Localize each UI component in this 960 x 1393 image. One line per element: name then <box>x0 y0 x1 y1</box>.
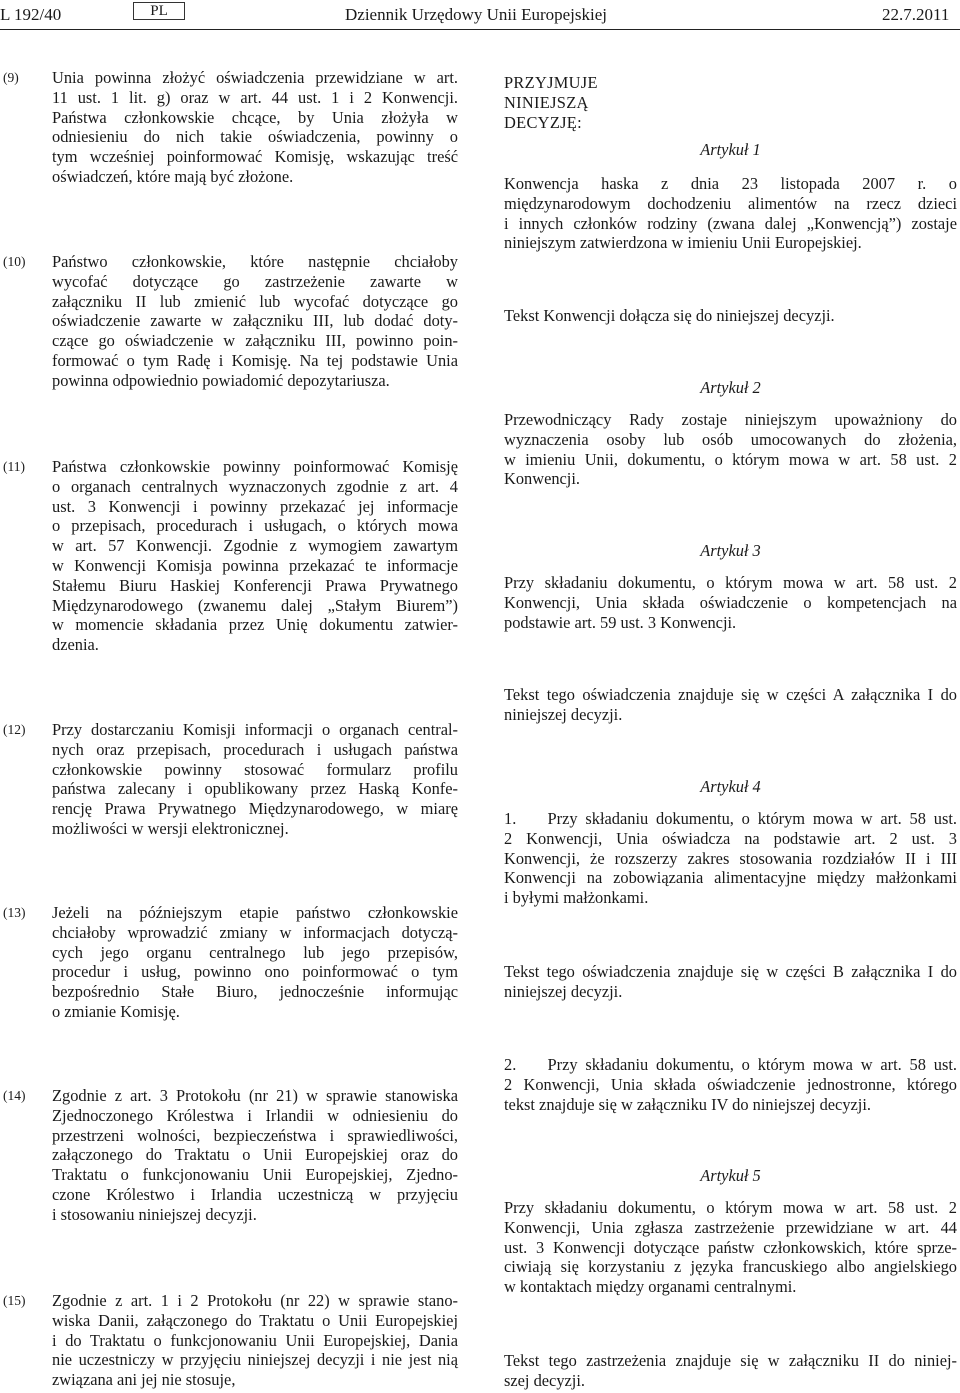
text-line: możliwości w wersji elektronicznej. <box>52 818 289 838</box>
publication-date: 22.7.2011 <box>882 5 950 24</box>
article-3-paragraph-1 <box>504 573 957 632</box>
text-line: procedur i usług, powinno ono poinformować o tym <box>52 962 458 982</box>
text-line: w imieniu Unii, dokumentu, o którym mowa w art. 58 ust. 2 <box>504 449 957 469</box>
article-5-heading: Artykuł 5 <box>700 1166 761 1185</box>
article-5-paragraph-2 <box>504 1351 957 1391</box>
text-line: w Konwencji Komisja powinna przekazać te informacje <box>52 555 458 575</box>
text-line: Konwencji, Unia składa oświadczenie o kompetencjach na <box>504 592 957 612</box>
recital-number: (15) <box>3 1293 26 1308</box>
text-line: odniesieniu do nich takie oświadczenia, powinny o <box>52 127 458 147</box>
recital-number: (12) <box>3 722 26 737</box>
text-line: Zjednoczonego Królestwa i Irlandii w odniesieniu do <box>52 1105 458 1125</box>
text-line: 2. Przy składaniu dokumentu, o którym mowa w art. 58 ust. <box>504 1055 957 1074</box>
text-line: tym wcześniej poinformować Komisję, wskazując treść <box>52 147 458 167</box>
article-1-paragraph-2 <box>504 306 957 326</box>
recital-text <box>52 1291 458 1390</box>
text-line: Tekst tego oświadczenia znajduje się w części B załącznika I do <box>504 962 957 981</box>
text-line: Konwencji. <box>504 469 581 489</box>
text-line: Konwencji, Unia zgłasza zastrzeżenie przewidziane w art. 44 <box>504 1217 957 1237</box>
text-line: i do Traktatu o funkcjonowaniu Unii Europejskiej, Dania <box>52 1330 458 1350</box>
recital-number: (13) <box>3 905 26 920</box>
text-line: Zgodnie z art. 3 Protokołu (nr 21) w sprawie stanowiska <box>52 1086 458 1105</box>
text-line: Unia powinna złożyć oświadczenia przewidziane w art. <box>52 68 458 87</box>
recital-text <box>52 903 458 1022</box>
text-line: czące go oświadczenie w załączniku III, powinno poin- <box>52 331 458 351</box>
text-line: Konwencji, że rozszerzy zakres stosowania rozdziałów II i III <box>504 848 957 868</box>
text-line: czone Królestwo i Irlandia uczestniczą w przyjęciu <box>52 1184 458 1204</box>
text-line: cych jego organu centralnego lub jego przepisów, <box>52 942 458 962</box>
text-line: w momencie składania przez Unię dokumentu zatwier- <box>52 615 458 635</box>
recital-number: (11) <box>3 459 25 474</box>
text-line: 11 ust. 1 lit. g) oraz w art. 44 ust. 1 i 2 Konwencji. <box>52 87 458 107</box>
recital-number: (14) <box>3 1088 26 1103</box>
text-line: Stałemu Biuru Haskiej Konferencji Prawa Prywatnego <box>52 575 458 595</box>
header-rule <box>0 29 960 30</box>
text-line: podstawie art. 59 ust. 3 Konwencji. <box>504 612 737 632</box>
text-line: nie uczestniczy w przyjęciu niniejszej decyzji i nie jest nią <box>52 1350 458 1370</box>
article-1-heading: Artykuł 1 <box>700 140 761 159</box>
text-line: Tekst tego zastrzeżenia znajduje się w załączniku II do niniej- <box>504 1351 957 1370</box>
text-line: niniejszej decyzji. <box>504 704 623 724</box>
recital-text <box>52 1086 458 1225</box>
adoption-formula: PRZYJMUJE NINIEJSZĄ DECYZJĘ: <box>504 73 598 132</box>
text-line: załączniku II lub zmienić lub wycofać dotyczące go <box>52 291 458 311</box>
text-line: Przy składaniu dokumentu, o którym mowa w art. 58 ust. 2 <box>504 573 957 592</box>
text-line: Przy składaniu dokumentu, o którym mowa w art. 58 ust. 2 <box>504 1198 957 1217</box>
text-line: Międzynarodowego (zwanemu dalej „Stałym Biurem”) <box>52 595 458 615</box>
text-line: ciwiają się korzystaniu z języka francuskiego albo angielskiego <box>504 1257 957 1277</box>
text-line: tekst znajduje się w załączniku IV do niniejszej decyzji. <box>504 1094 871 1114</box>
article-2-heading: Artykuł 2 <box>700 378 761 397</box>
text-line: związana ani jej nie stosuje, <box>52 1370 236 1390</box>
article-4-heading: Artykuł 4 <box>700 777 761 796</box>
article-2-paragraph <box>504 410 957 489</box>
text-line: chciałoby wprowadzić zmiany w informacjach dotyczą- <box>52 922 458 942</box>
journal-title: Dziennik Urzędowy Unii Europejskiej <box>345 5 608 24</box>
recital-number: (10) <box>3 254 26 269</box>
article-3-heading: Artykuł 3 <box>700 541 761 560</box>
text-line: i byłymi małżonkami. <box>504 888 649 908</box>
article-3-paragraph-2 <box>504 685 957 725</box>
text-line: w kontaktach między organami centralnymi. <box>504 1277 797 1297</box>
language-code-box: PL <box>133 2 185 20</box>
recital-text <box>52 68 458 187</box>
text-line: o przepisach, procedurach i usługach, o których mowa <box>52 516 458 536</box>
text-line: w art. 57 Konwencji. Zgodnie z wymogiem zawartym <box>52 536 458 556</box>
text-line: Państwa członkowskie powinny poinformować Komisję <box>52 457 458 476</box>
article-1-paragraph-1 <box>504 174 957 253</box>
text-line: rencję Prawa Prywatnego Międzynarodowego, w miarę <box>52 799 458 819</box>
text-line: nych oraz przepisach, procedurach i usługach państwa <box>52 739 458 759</box>
text-line: Państwa członkowskie chcące, by Unia złożyła w <box>52 107 458 127</box>
text-line: niniejszej decyzji. <box>504 981 623 1001</box>
text-line: Przy dostarczaniu Komisji informacji o organach central- <box>52 720 458 739</box>
recital-text <box>52 457 458 655</box>
text-line: Konwencja haska z dnia 23 listopada 2007 r. o <box>504 174 957 193</box>
text-line: bezpośrednio Stałe Biuro, jednocześnie informując <box>52 982 458 1002</box>
text-line: przestrzeni wolności, bezpieczeństwa i sprawiedliwości, <box>52 1125 458 1145</box>
recital-number: (9) <box>3 70 19 85</box>
recital-text <box>52 720 458 839</box>
text-line: oświadczeń, które mają być złożone. <box>52 166 294 186</box>
text-line: o zmianie Komisję. <box>52 1001 180 1021</box>
text-line: Zgodnie z art. 1 i 2 Protokołu (nr 22) w sprawie stano- <box>52 1291 458 1310</box>
text-line: Tekst Konwencji dołącza się do niniejszej decyzji. <box>504 306 835 325</box>
text-line: 2 Konwencji, Unia składa oświadczenie jednostronne, którego <box>504 1074 957 1094</box>
text-line: i innych członków rodziny (zwana dalej „Konwencją”) zostaje <box>504 213 957 233</box>
text-line: wycofać dotyczące go zastrzeżenie zawarte w <box>52 271 458 291</box>
text-line: Konwencji na zobowiązania alimentacyjne między małżonkami <box>504 868 957 888</box>
page-reference: L 192/40 <box>0 5 62 24</box>
recital-text <box>52 252 458 391</box>
text-line: 1. Przy składaniu dokumentu, o którym mowa w art. 58 ust. <box>504 809 957 828</box>
text-line: wiska Danii, załączonego do Traktatu o Unii Europejskiej <box>52 1310 458 1330</box>
article-4-paragraph-2 <box>504 962 957 1002</box>
text-line: Państwo członkowskie, które następnie chciałoby <box>52 252 458 271</box>
text-line: Przewodniczący Rady zostaje niniejszym upoważniony do <box>504 410 957 429</box>
text-line: 2 Konwencji, Unia oświadcza na podstawie art. 2 ust. 3 <box>504 828 957 848</box>
text-line: niniejszym zatwierdzona w imieniu Unii Europejskiej. <box>504 233 862 253</box>
text-line: powinna odpowiednio powiadomić depozytariusza. <box>52 370 390 390</box>
article-4-paragraph-3 <box>504 1055 957 1114</box>
text-line: Jeżeli na późniejszym etapie państwo członkowskie <box>52 903 458 922</box>
article-5-paragraph-1 <box>504 1198 957 1297</box>
text-line: szej decyzji. <box>504 1370 586 1390</box>
text-line: Tekst tego oświadczenia znajduje się w części A załącznika I do <box>504 685 957 704</box>
text-line: państwa zalecany i opublikowany przez Haską Konfe- <box>52 779 458 799</box>
text-line: międzynarodowym dochodzeniu alimentów na rzecz dzieci <box>504 193 957 213</box>
text-line: ust. 3 Konwencji i powinny przekazać jej informacje <box>52 496 458 516</box>
text-line: Traktatu o funkcjonowaniu Unii Europejskiej, Zjedno- <box>52 1165 458 1185</box>
text-line: ust. 3 Konwencji dotyczące państw członkowskich, które sprze- <box>504 1237 957 1257</box>
text-line: załączonego do Traktatu o Unii Europejskiej oraz do <box>52 1145 458 1165</box>
text-line: oświadczenie zawarte w załączniku III, lub dodać doty- <box>52 311 458 331</box>
article-4-paragraph-1 <box>504 809 957 908</box>
text-line: wyznaczenia osoby lub osób umocowanych do złożenia, <box>504 429 957 449</box>
text-line: i stosowaniu niniejszej decyzji. <box>52 1204 257 1224</box>
text-line: formować o tym Radę i Komisję. Na tej podstawie Unia <box>52 350 458 370</box>
text-line: członkowskie powinny stosować formularz profilu <box>52 759 458 779</box>
text-line: o organach centralnych wyznaczonych zgodnie z art. 4 <box>52 476 458 496</box>
text-line: dzenia. <box>52 635 99 655</box>
